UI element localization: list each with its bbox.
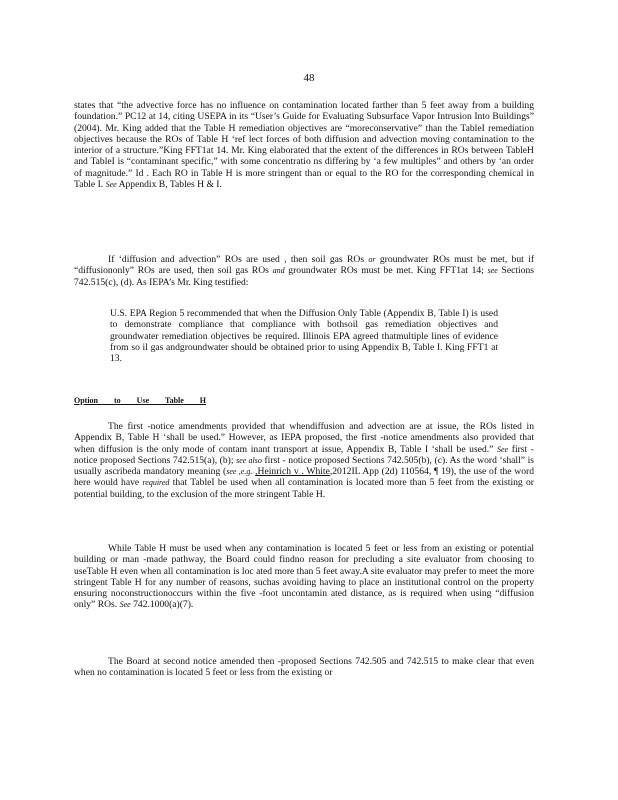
- paragraph-5-text: The Board at second notice amended then -proposed Sections 742.505 and 742.515 to make clear that even when no contamination is located 5 feet or less from the existing or: [74, 656, 534, 679]
- paragraph-2-text-d: Sections 742.515(c), (d). As IEPA’s Mr. King testified:: [74, 265, 535, 288]
- citation-signal: See: [497, 444, 509, 454]
- citation-signal: See: [119, 600, 131, 610]
- paragraph-3-text-e: that TableI be used when all contamination is located more than 5 feet from the existing or potential building, to the exclusion of the more stringent Table H.: [74, 477, 534, 500]
- paragraph-4: [74, 543, 534, 611]
- paragraph-1-tail: Appendix B, Tables H & I.: [118, 179, 222, 191]
- paragraph-4-text: While Table H must be used when any contamination is located 5 feet or less from an existing or potential building or man -made pathway, the Board could findno reason for precluding a site evaluator from choosing to useTable H even when all contamination is loc ated more than 5 feet away.A site evaluator may prefer to meet the more stringent Table H for any number of reasons, suchas avoiding having to place an institutional control on the property ensuring noconstructionoccurs within the five -foot uncontamin ated distance, as is required when using “diffusion only” ROs.: [74, 543, 534, 611]
- block-quote: [110, 308, 498, 364]
- citation-signal-see-eg: see ,e.g.: [226, 467, 253, 477]
- paragraph-5: [74, 656, 534, 679]
- citation-signal: see: [487, 266, 498, 276]
- page-number: 48: [303, 72, 315, 84]
- paragraph-3: [74, 421, 534, 500]
- paragraph-3-text-b: first - notice proposed Sections 742.515(a), (b);: [74, 443, 534, 466]
- emphasis-and: and: [272, 266, 285, 276]
- paragraph-3-text-d: ,2012IL App (2d) 110564, ¶ 19), the use of the word here would have: [74, 466, 535, 489]
- paragraph-3-text-a: The first -notice amendments provided that whendiffusion and advection are at issue, the ROs listed in Appendix B, Table H ‘shall be used.” However, as IEPA proposed, the first -notice amendments also provided that when diffusion is the only mode of contam inant transport at issue, Appendix B, Table I ‘shall be used.”: [74, 421, 534, 455]
- paragraph-2-text-b: groundwater ROs must be met, but if “diffusiononly” ROs are used, then soil gas ROs: [74, 254, 535, 277]
- citation-signal-see-also: see also: [236, 455, 262, 465]
- paragraph-2-text-a: If ‘diffusion and advection” ROs are used , then soil gas ROs: [108, 254, 365, 265]
- paragraph-2: [74, 254, 534, 288]
- block-quote-text: U.S. EPA Region 5 recommended that when the Diffusion Only Table (Appendix B, Table I) is used to demonstrate compliance that compliance with bothsoil gas remediation objectives and groundwater remediation objectives be required. Illinois EPA agreed thatmultiple lines of evidence from so il gas andgroundwater should be obtained prior to using Appendix B, Table I. King FFT1 at 13.: [110, 308, 498, 365]
- emphasis-or: or: [368, 255, 376, 264]
- emphasis-required: required: [142, 478, 170, 488]
- paragraph-2-text-c: groundwater ROs must be met. King FFT1at 14;: [288, 265, 484, 277]
- paragraph-1-text: states that “the advective force has no influence on contamination located farther than 5 feet away from a building foundation.” PC12 at 14, citing USEPA in its “User’s Guide for Evaluating Subsurface Vapor Intrusion Into Buildings” (2004). Mr. King added that the Table H remediation objectives are “moreconservative” than the TableI remediation objectives because the ROs of Table H ‘ref lect forces of both diffusion and advection moving contamination to the interior of a structure.”King FFT1at 14. Mr. King elaborated that the extent of the differences in ROs between TableH and TableI is “contaminant specific,” with some concentratio ns differing by ‘a few multiples” and others by ‘an order of magnitude.” Id . Each RO in Table H is more stringent than or equal to the RO for the corresponding chemical in Table I.: [74, 100, 534, 191]
- citation-signal: See: [105, 180, 117, 190]
- section-heading: Option to Use Table H: [74, 396, 207, 405]
- paragraph-1: [74, 100, 534, 190]
- case-name: ,Heinrich v . White: [255, 466, 330, 478]
- paragraph-4-tail: 742.1000(a)(7).: [133, 599, 194, 611]
- paragraph-3-text-c: first - notice proposed Sections 742.505(b), (c). As the word ‘shall” is usually ascribeda mandatory meaning (: [74, 454, 534, 478]
